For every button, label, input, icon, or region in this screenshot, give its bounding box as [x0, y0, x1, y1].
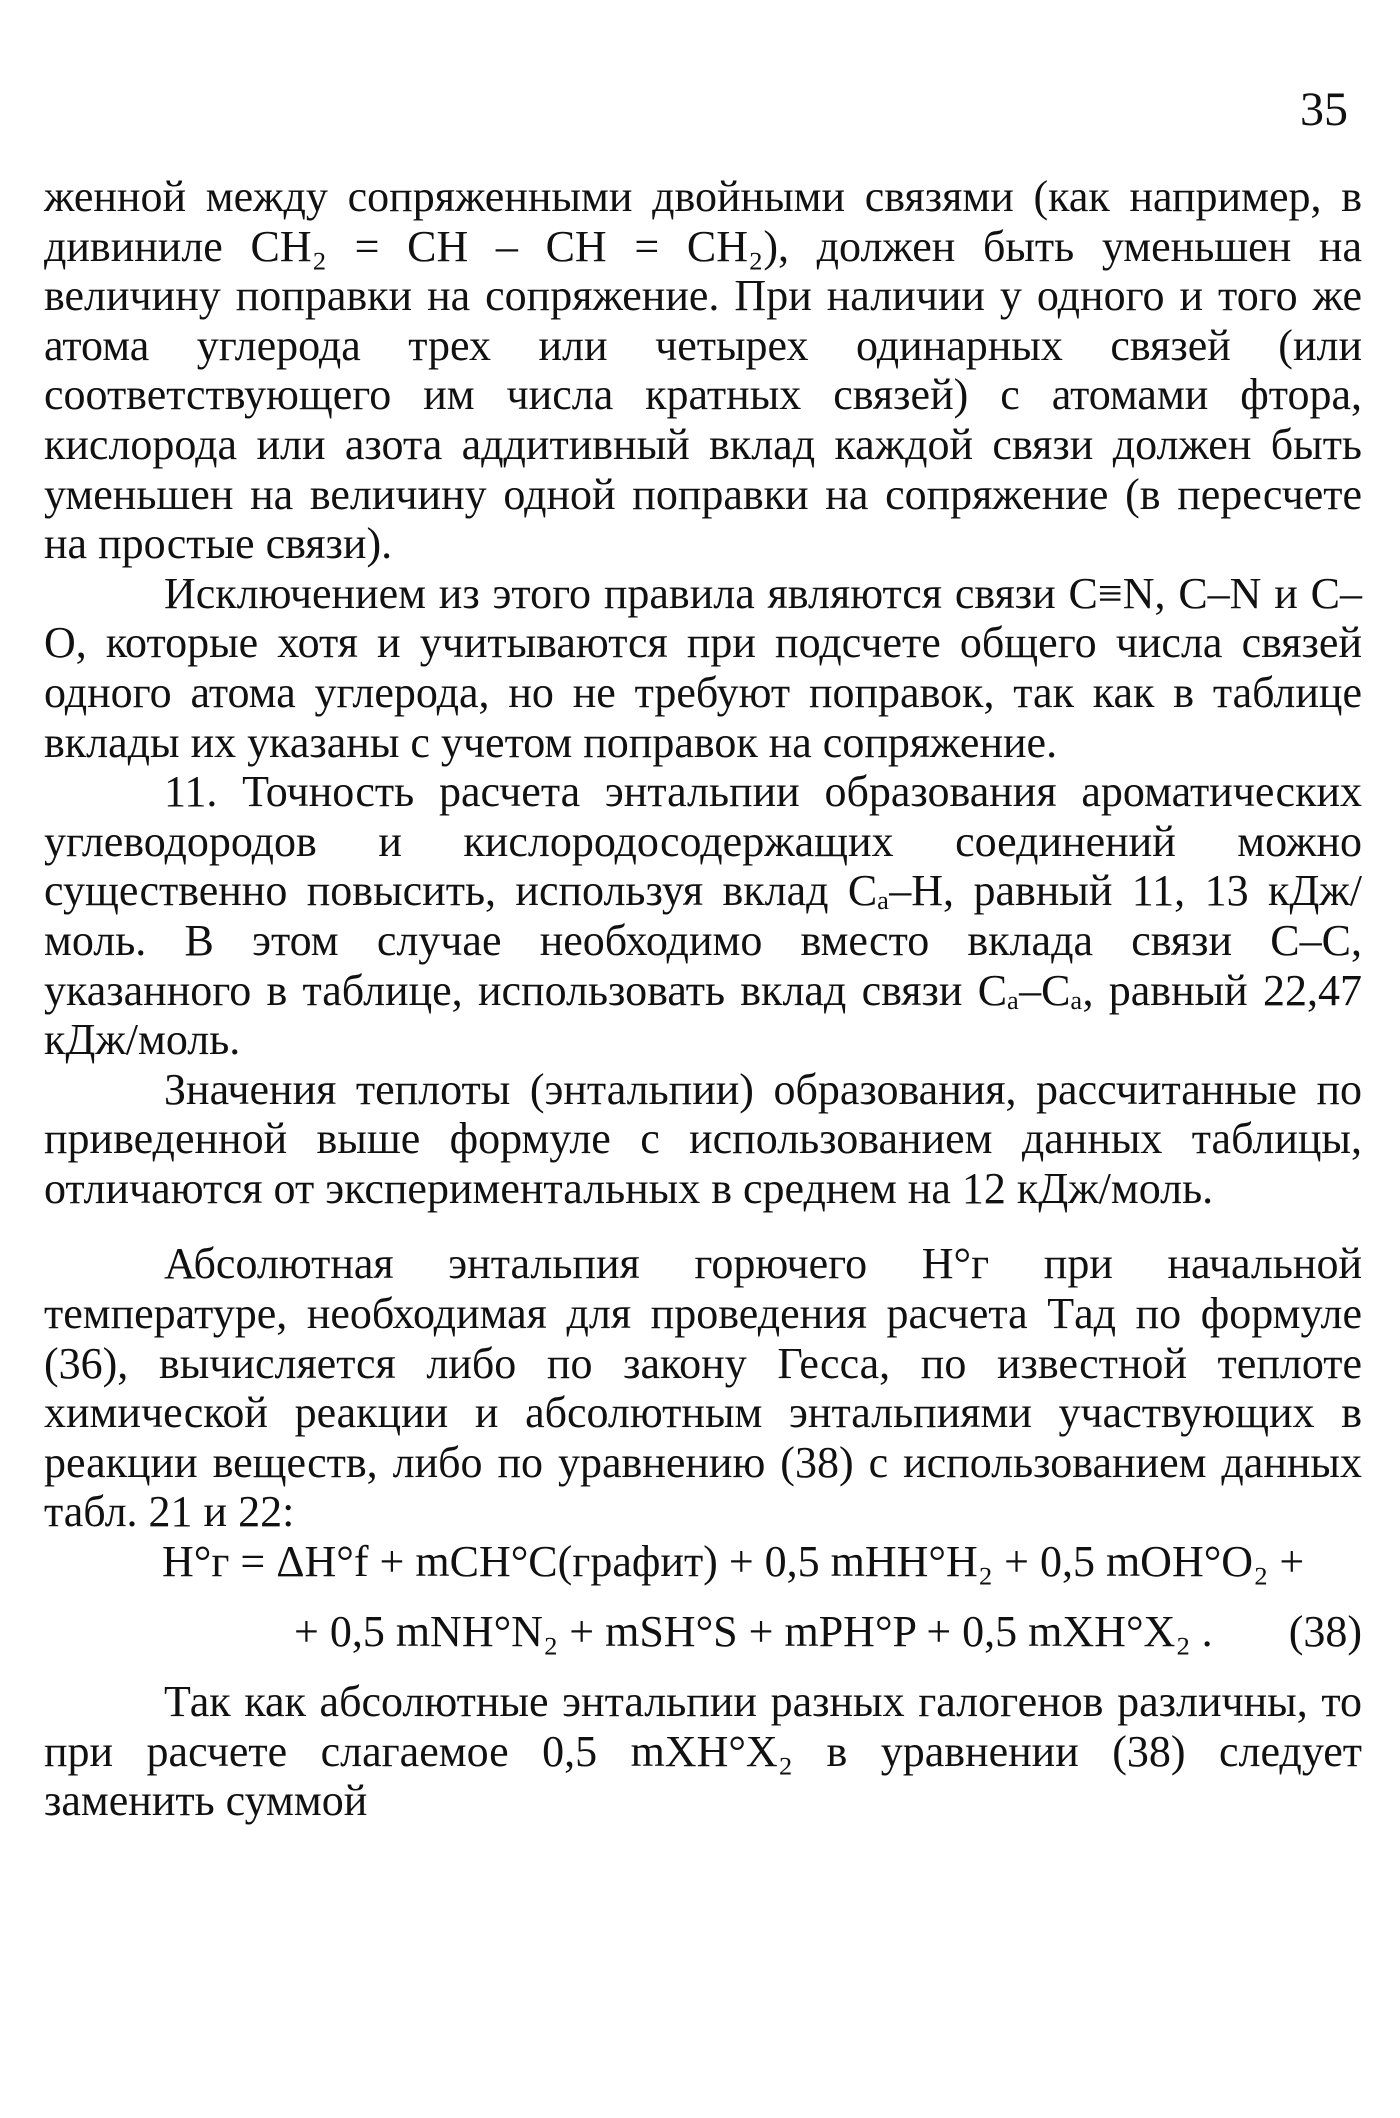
paragraph-heat-values: Значения теплоты (энтальпии) образования, рассчитанные по приведенной выше формуле с использованием данных таблицы, отличаются от экспериментальных в среднем на 12 кДж/моль.	[44, 1064, 1362, 1213]
formula-line-2	[44, 1607, 1362, 1677]
paragraph-absolute-enthalpy: Абсолютная энтальпия горючего H°г при начальной температуре, необходимая для проведения расчета Tад по формуле (36), вычисляется либо по закону Гесса, по известной теплоте химической реакции и абсолютным энтальпиями участвующих в реакции веществ, либо по уравнению (38) с использованием данных табл. 21 и 22:	[44, 1239, 1362, 1537]
formula-line-1: H°г = ΔH°f + mCH°C(графит) + 0,5 mHH°H₂ + 0,5 mOH°O₂ +	[162, 1537, 1305, 1587]
paragraph-continuation: женной между сопряженными двойными связями (как например, в дивиниле CH₂ = CH – CH = CH₂), должен быть уменьшен на величину поправки на сопряжение. При наличии у одного и того же атома углерода трех или четырех одинарных связей (или соответствующего им числа кратных связей) с атомами фтора, кислорода или азота аддитивный вклад каждой связи должен быть уменьшен на величину одной поправки на сопряжение (в пересчете на простые связи).	[44, 172, 1362, 569]
formula-line-2-text: + 0,5 mNH°N₂ + mSH°S + mPH°P + 0,5 mXH°X₂ .	[294, 1607, 1213, 1657]
equation-number: (38)	[1288, 1607, 1362, 1657]
paragraph-exception: Исключением из этого правила являются связи C≡N, C–N и C–O, которые хотя и учитываются при подсчете общего числа связей одного атома углерода, но не требуют поправок, так как в таблице вклады их указаны с учетом поправок на сопряжение.	[44, 568, 1362, 767]
paragraph-item-11: 11. Точность расчета энтальпии образования ароматических углеводородов и кислородосодержащих соединений можно существенно повысить, используя вклад Cₐ–H, равный 11, 13 кДж/моль. В этом случае необходимо вместо вклада связи C–C, указанного в таблице, использовать вклад связи Cₐ–Cₐ, равный 22,47 кДж/моль.	[44, 767, 1362, 1065]
paragraph-halogens: Так как абсолютные энтальпии разных галогенов различны, то при расчете слагаемое 0,5 mXH°X₂ в уравнении (38) следует заменить суммой	[44, 1677, 1362, 1826]
page-number: 35	[1300, 83, 1348, 136]
page-body	[44, 172, 1362, 1826]
